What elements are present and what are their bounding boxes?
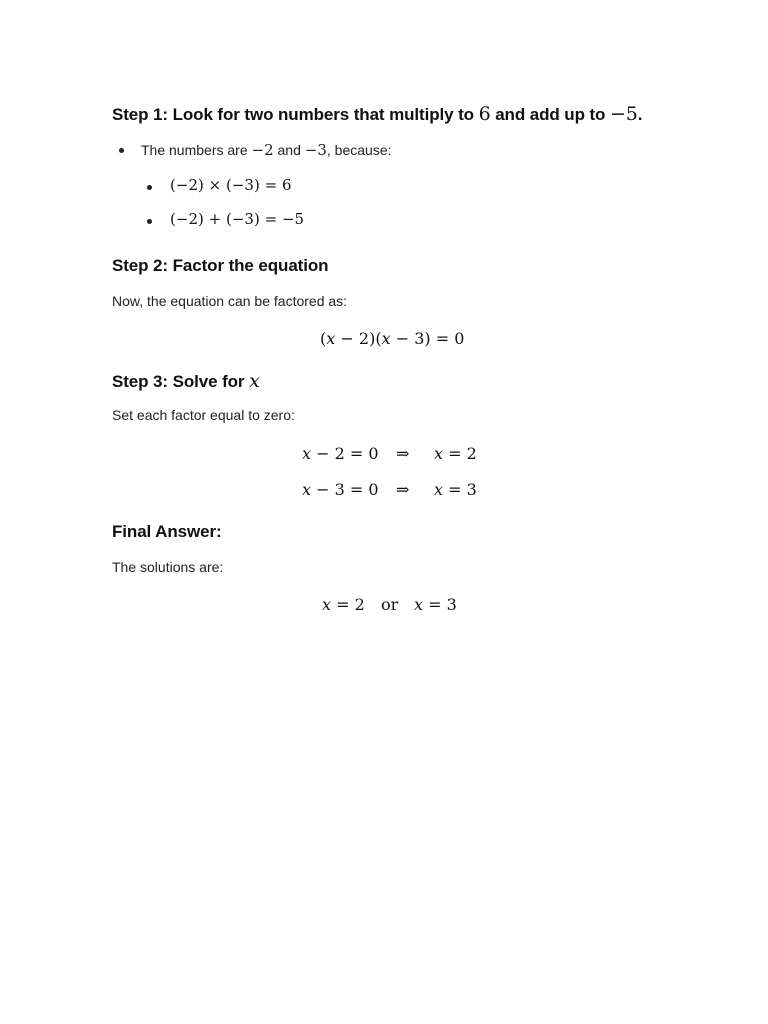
- sub-item-product: (−2) × (−3) = 6: [170, 176, 292, 194]
- step1-heading-num2: −5: [609, 103, 638, 125]
- final-heading: Final Answer:: [112, 522, 222, 541]
- step1-heading: [112, 103, 642, 125]
- solve-row-1-left: x − 2 = 0: [302, 444, 379, 463]
- final-text: The solutions are:: [112, 559, 224, 575]
- step3-heading-var: x: [249, 370, 260, 392]
- answer-left: x = 2: [322, 595, 365, 614]
- bullet-n1: −2: [251, 141, 274, 159]
- step1-heading-mid: and add up to: [490, 105, 610, 124]
- sub-item-sum: (−2) + (−3) = −5: [170, 210, 305, 228]
- implies-arrow: ⇒: [396, 480, 410, 499]
- solve-row-2-left: x − 3 = 0: [302, 480, 379, 499]
- bullet-mid: and: [273, 142, 305, 158]
- step2-text: Now, the equation can be factored as:: [112, 293, 348, 309]
- step3-heading: [112, 370, 260, 392]
- step1-heading-prefix: Step 1: Look for two numbers that multiply to: [112, 105, 479, 124]
- step3-text: Set each factor equal to zero:: [112, 407, 295, 423]
- implies-arrow: ⇒: [396, 444, 410, 463]
- bullet-dot: [119, 148, 124, 153]
- factored-equation: (x − 2)(x − 3) = 0: [320, 329, 465, 348]
- step1-bullet-text: [141, 141, 392, 159]
- step1-heading-num1: 6: [478, 103, 491, 125]
- answer-or: or: [381, 595, 399, 614]
- step3-heading-prefix: Step 3: Solve for: [112, 372, 250, 391]
- answer-right: x = 3: [414, 595, 457, 614]
- solve-row-2-right: x = 3: [434, 480, 477, 499]
- sub-bullet-dot: [147, 219, 152, 224]
- bullet-prefix: The numbers are: [141, 142, 252, 158]
- step2-heading: Step 2: Factor the equation: [112, 256, 329, 275]
- sub-bullet-dot: [147, 185, 152, 190]
- bullet-n2: −3: [304, 141, 327, 159]
- step1-heading-end: .: [637, 105, 643, 124]
- solve-row-1-right: x = 2: [434, 444, 477, 463]
- bullet-suffix: , because:: [326, 142, 392, 158]
